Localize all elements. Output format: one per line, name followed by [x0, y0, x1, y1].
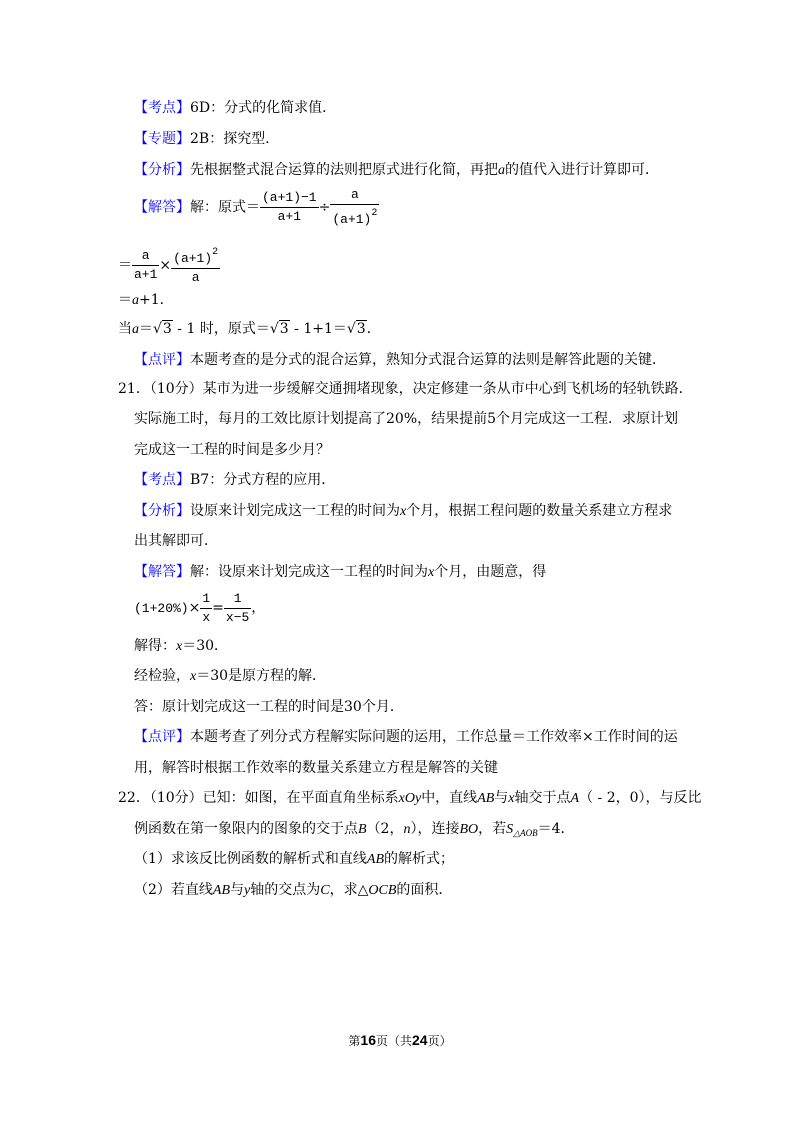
fraction-4-num: $(a+1)^2$ [171, 244, 220, 269]
q22-item1: （1）求该反比例函数的解析式和直线AB的解析式； [134, 851, 455, 867]
q21-fenxi-line2: 出其解即可． [134, 533, 218, 549]
times-sign: × [159, 257, 172, 274]
q21-answer: 答：原计划完成这一工程的时间是30个月． [134, 699, 404, 715]
page-footer: 第16页（共24页） [348, 1032, 452, 1048]
fraction-1-den: a+1 [277, 209, 301, 224]
fraction-6: $\frac{1}{x-5}$ [225, 590, 250, 625]
dianping-text: 本题考查的是分式的混合运算，熟知分式混合运算的法则是解答此题的关键． [190, 352, 666, 368]
q21-line3: 完成这一工程的时间是多少月？ [134, 442, 330, 458]
q21-line2: 实际施工时，每月的工效比原计划提高了20%，结果提前5个月完成这一工程．求原计划 [134, 411, 679, 427]
q20-step2 [118, 244, 220, 287]
zhuanti-tag: 【专题】 [134, 131, 190, 147]
q21-fenxi: 【分析】设原来计划完成这一工程的时间为x个月，根据工程问题的数量关系建立方程求 [134, 503, 673, 519]
q21-jieda: 【解答】解：设原来计划完成这一工程的时间为x个月，由题意，得 [134, 564, 547, 580]
q21-line1: 21．（10分）某市为进一步缓解交通拥堵现象，决定修建一条从市中心到飞机场的轻轨铁路． [118, 381, 693, 397]
page-number: 16 [360, 1032, 376, 1048]
q20-zhuanti [134, 129, 279, 149]
q21-dianping-line2: 用，解答时根据工作效率的数量关系建立方程是解答的关键 [134, 760, 498, 776]
q21-equation: (1+20%)× $\frac{1}{x}$ = $\frac{1}{x-5}$ ， [134, 590, 266, 625]
q22-line2: 例函数在第一象限内的图象的交于点B（2，n），连接BO，若$S_{\triangle AOB}=4$． [134, 821, 575, 838]
fenxi-tag: 【分析】 [134, 162, 190, 178]
equals: ＝ [118, 257, 132, 274]
fenxi-text-a: 先根据整式混合运算的法则把原式进行化简，再把 [190, 162, 498, 178]
divide-sign: ÷ [318, 199, 331, 216]
fraction-2-num: a [330, 186, 379, 205]
kaodian-text: 6D：分式的化简求值． [190, 100, 337, 116]
q21-check: 经检验，x＝30是原方程的解． [134, 668, 327, 684]
sqrt-3: √3 [346, 321, 366, 337]
q21-solve: 解得：x＝30． [134, 638, 229, 654]
q20-kaodian [134, 98, 336, 118]
fraction-1-num: (a+1)−1 [260, 189, 319, 208]
fraction-2 [330, 186, 379, 229]
fraction-3-num: a [132, 247, 159, 266]
fraction-5: $\frac{1}{x}$ [202, 590, 211, 625]
fenxi-text-b: 的值代入进行计算即可． [505, 162, 659, 178]
sqrt-2: √3 [269, 321, 289, 337]
fraction-4-den: a [191, 270, 200, 285]
q21-kaodian: 【考点】B7：分式方程的应用． [134, 472, 336, 488]
q20-jieda [134, 186, 379, 229]
q21-dianping: 【点评】本题考查了列分式方程解实际问题的运用，工作总量＝工作效率×工作时间的运 [134, 729, 678, 745]
fraction-2-den: $(a+1)^2$ [332, 208, 378, 227]
q20-fenxi [134, 160, 659, 181]
q22-line1: 22．（10分）已知：如图，在平面直角坐标系xOy中，直线AB与x轴交于点A（ - 2，0），与反比 [118, 790, 702, 806]
q20-step3: ＝a+1． [118, 292, 174, 308]
jieda-lead: 解：原式＝ [190, 199, 260, 216]
sqrt-1: √3 [153, 321, 172, 337]
zhuanti-text: 2B：探究型． [190, 131, 280, 147]
page-total: 24 [412, 1032, 428, 1048]
fraction-3 [132, 247, 159, 284]
kaodian-tag: 【考点】 [134, 100, 190, 116]
dianping-tag: 【点评】 [134, 352, 190, 368]
q20-step4: 当a＝√3 - 1 时，原式＝√3 - 1+1＝√3． [118, 321, 381, 337]
q20-dianping [134, 350, 666, 370]
fraction-1 [260, 189, 319, 226]
exponent: 2 [371, 208, 378, 219]
fraction-4 [171, 244, 220, 287]
fraction-3-den: a+1 [134, 267, 158, 282]
fenxi-var: a [498, 163, 505, 178]
q22-item2: （2）若直线AB与y轴的交点为C，求△OCB的面积． [134, 882, 453, 898]
jieda-tag: 【解答】 [134, 199, 190, 216]
